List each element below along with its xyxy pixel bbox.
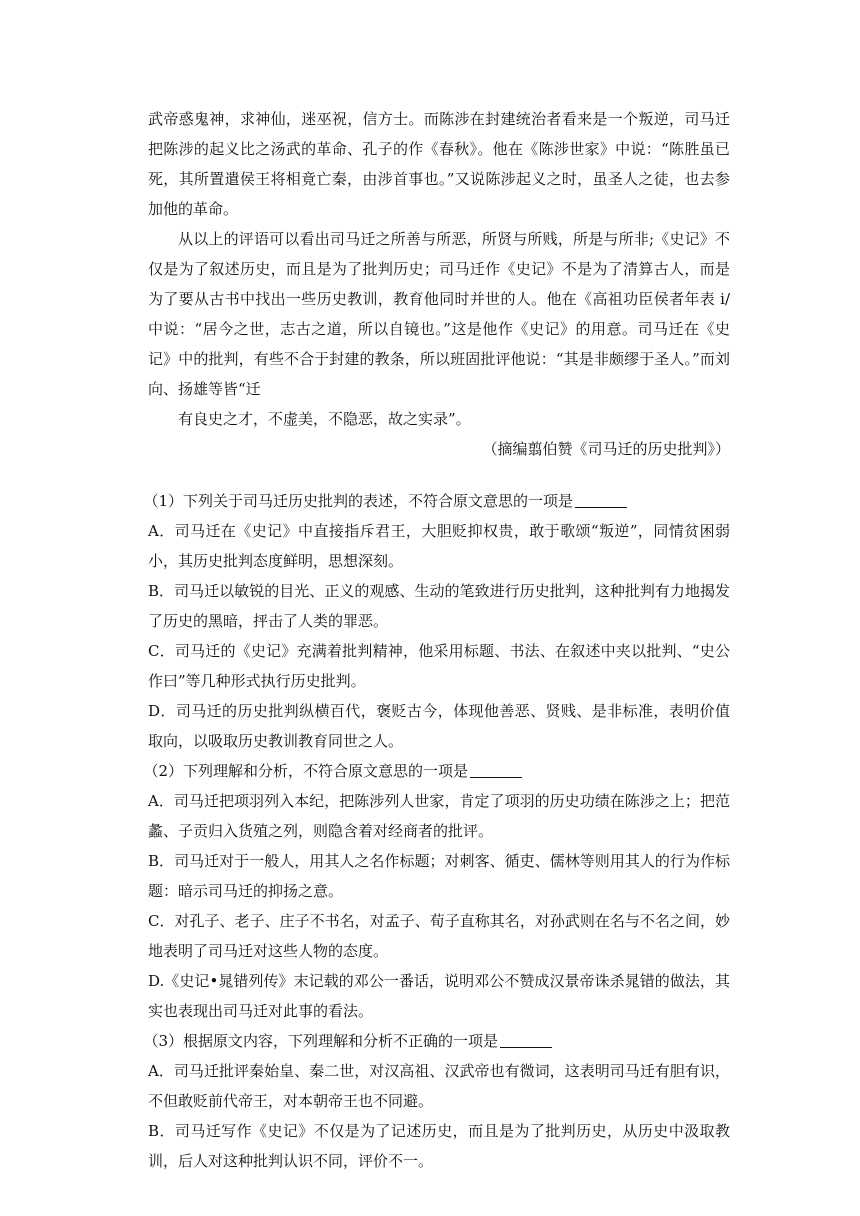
- passage-paragraph-3: 有良史之才，不虚美，不隐恶，故之实录”。: [178, 410, 471, 428]
- document-content: [143, 104, 730, 1176]
- question-3-option-a: A．司马迁批评秦始皇、秦二世，对汉高祖、汉武帝也有微词，这表明司马迁有胆有识，不但敢贬前代帝王，对本朝帝王也不同避。: [148, 1062, 730, 1110]
- passage-paragraph-2: 从以上的评语可以看出司马迁之所善与所恶，所贤与所贱，所是与所非;《史记》不仅是为了叙述历史，而且是为了批判历史；司马迁作《史记》不是为了清算古人，而是为了要从古书中找出一些历史教训，教育他同时并世的人。他在《高祖功臣侯者年表 i/中说：“居今之世，志古之道，所以自镜也。”这是他作《史记》的用意。司马迁在《史记》中的批判，有些不合于封建的教条，所以班固批评他说：“其是非颇缪于圣人。”而刘向、扬雄等皆“迁: [148, 230, 730, 398]
- question-2-option-c: C．对孔子、老子、庄子不书名，对孟子、荀子直称其名，对孙武则在名与不名之间，妙地表明了司马迁对这些人物的态度。: [148, 912, 730, 960]
- question-1-stem: （1）下列关于司马迁历史批判的表述，不符合原文意思的一项是: [148, 486, 730, 516]
- question-2-option-a: A．司马迁把项羽列入本纪，把陈涉列人世家，肯定了项羽的历史功绩在陈涉之上；把范蠡、子贡归入货殖之列，则隐含着对经商者的批评。: [148, 792, 730, 840]
- answer-blank-2: [470, 776, 522, 778]
- answer-blank-3: [500, 1046, 552, 1048]
- passage-paragraph-1: 武帝惑鬼神，求神仙，迷巫祝，信方士。而陈涉在封建统治者看来是一个叛逆，司马迁把陈涉的起义比之汤武的革命、孔子的作《春秋》。他在《陈涉世家》中说：“陈胜虽已死，其所置遣侯王将相竟亡秦，由涉首事也。”又说陈涉起义之时，虽圣人之徒，也去参加他的革命。: [148, 110, 730, 218]
- question-1-option-b: B．司马迁以敏锐的目光、正义的观感、生动的笔致进行历史批判，这种批判有力地揭发了历史的黑暗，抨击了人类的罪恶。: [148, 582, 730, 630]
- question-3-stem: （3）根据原文内容，下列理解和分析不正确的一项是: [148, 1026, 730, 1056]
- question-2-option-b: B．司马迁对于一般人，用其人之名作标题；对刺客、循吏、儒林等则用其人的行为作标题：暗示司马迁的抑扬之意。: [148, 852, 730, 900]
- question-2: [143, 756, 730, 1026]
- passage-source: （摘编翦伯赞《司马迁的历史批判》）: [482, 440, 730, 458]
- question-1-option-d: D．司马迁的历史批判纵横百代，褒贬古今，体现他善恶、贤贱、是非标准，表明价值取向，以吸取历史教训教育同世之人。: [148, 702, 730, 750]
- answer-blank-1: [575, 506, 627, 508]
- section-gap: [148, 464, 730, 486]
- question-3: [143, 1026, 730, 1176]
- question-3-option-b: B．司马迁写作《史记》不仅是为了记述历史，而且是为了批判历史，从历史中汲取教训，后人对这种批判认识不同，评价不一。: [148, 1122, 730, 1170]
- question-1-option-c: C．司马迁的《史记》充满着批判精神，他采用标题、书法、在叙述中夹以批判、“史公作曰”等几种形式执行历史批判。: [148, 642, 730, 690]
- question-2-option-d: D.《史记•晁错列传》末记载的邓公一番话，说明邓公不赞成汉景帝诛杀晁错的做法，其实也表现出司马迁对此事的看法。: [148, 972, 730, 1020]
- question-2-stem: （2）下列理解和分析，不符合原文意思的一项是: [148, 756, 730, 786]
- question-1: [143, 486, 730, 756]
- question-1-option-a: A．司马迁在《史记》中直接指斥君王，大胆贬抑权贵，敢于歌颂“叛逆”，同情贫困弱小，其历史批判态度鲜明，思想深刻。: [148, 522, 730, 570]
